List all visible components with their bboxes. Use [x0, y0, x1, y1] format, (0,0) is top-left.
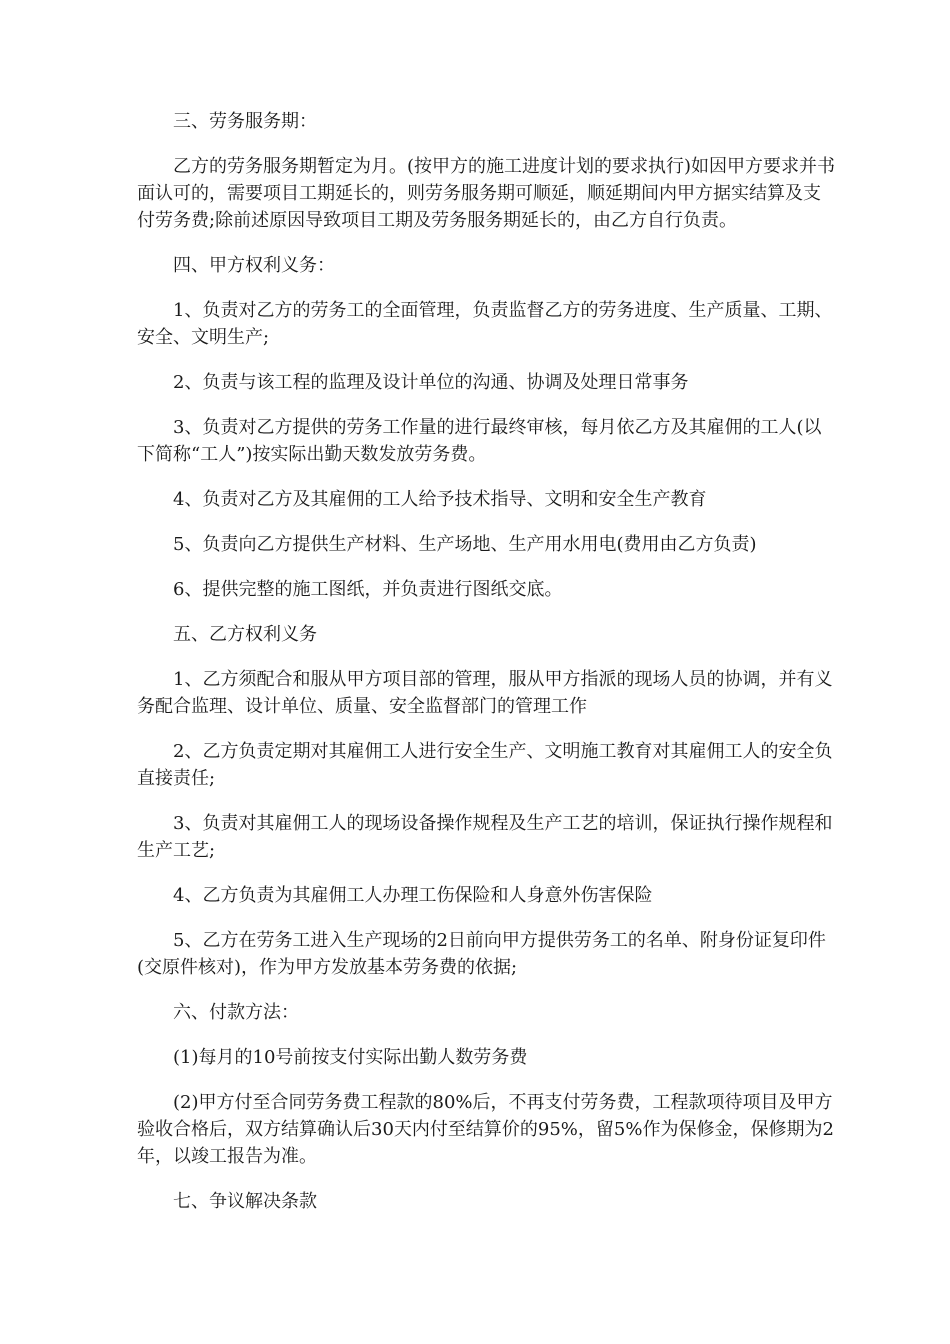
document-body	[137, 108, 837, 1233]
section-heading-5: 五、乙方权利义务	[173, 624, 317, 645]
section-heading-6: 六、付款方法：	[173, 1002, 299, 1023]
section-heading-3: 三、劳务服务期：	[173, 111, 317, 132]
paragraph-service-period: 乙方的劳务服务期暂定为月。(按甲方的施工进度计划的要求执行)如因甲方要求并书面认可的，需要项目工期延长的，则劳务服务期可顺延，顺延期间内甲方据实结算及支付劳务费;除前述原因导致项目工期及劳务服务期延长的，由乙方自行负责。	[137, 156, 836, 231]
list-item: 1、负责对乙方的劳务工的全面管理，负责监督乙方的劳务进度、生产质量、工期、安全、文明生产;	[137, 300, 833, 348]
section-heading-4: 四、甲方权利义务：	[173, 255, 335, 276]
section-heading-7: 七、争议解决条款	[173, 1191, 317, 1212]
list-item: 2、负责与该工程的监理及设计单位的沟通、协调及处理日常事务	[173, 372, 689, 393]
list-item: 4、乙方负责为其雇佣工人办理工伤保险和人身意外伤害保险	[173, 885, 653, 906]
list-item: 2、乙方负责定期对其雇佣工人进行安全生产、文明施工教育对其雇佣工人的安全负直接责任;	[137, 741, 833, 789]
list-item: (2)甲方付至合同劳务费工程款的80%后，不再支付劳务费，工程款项待项目及甲方验收合格后，双方结算确认后30天内付至结算价的95%，留5%作为保修金，保修期为2年，以竣工报告为准。	[137, 1092, 834, 1167]
list-item: 6、提供完整的施工图纸，并负责进行图纸交底。	[173, 579, 563, 600]
list-item: 1、乙方须配合和服从甲方项目部的管理，服从甲方指派的现场人员的协调，并有义务配合监理、设计单位、质量、安全监督部门的管理工作	[137, 669, 833, 717]
list-item: 4、负责对乙方及其雇佣的工人给予技术指导、文明和安全生产教育	[173, 489, 707, 510]
list-item: 3、负责对其雇佣工人的现场设备操作规程及生产工艺的培训，保证执行操作规程和生产工艺;	[137, 813, 833, 861]
list-item: 3、负责对乙方提供的劳务工作量的进行最终审核，每月依乙方及其雇佣的工人(以下简称“工人”)按实际出勤天数发放劳务费。	[137, 417, 822, 465]
list-item: 5、乙方在劳务工进入生产现场的2日前向甲方提供劳务工的名单、附身份证复印件(交原件核对)，作为甲方发放基本劳务费的依据;	[137, 930, 826, 978]
list-item: (1)每月的10号前按支付实际出勤人数劳务费	[173, 1047, 528, 1068]
list-item: 5、负责向乙方提供生产材料、生产场地、生产用水用电(费用由乙方负责)	[173, 534, 757, 555]
